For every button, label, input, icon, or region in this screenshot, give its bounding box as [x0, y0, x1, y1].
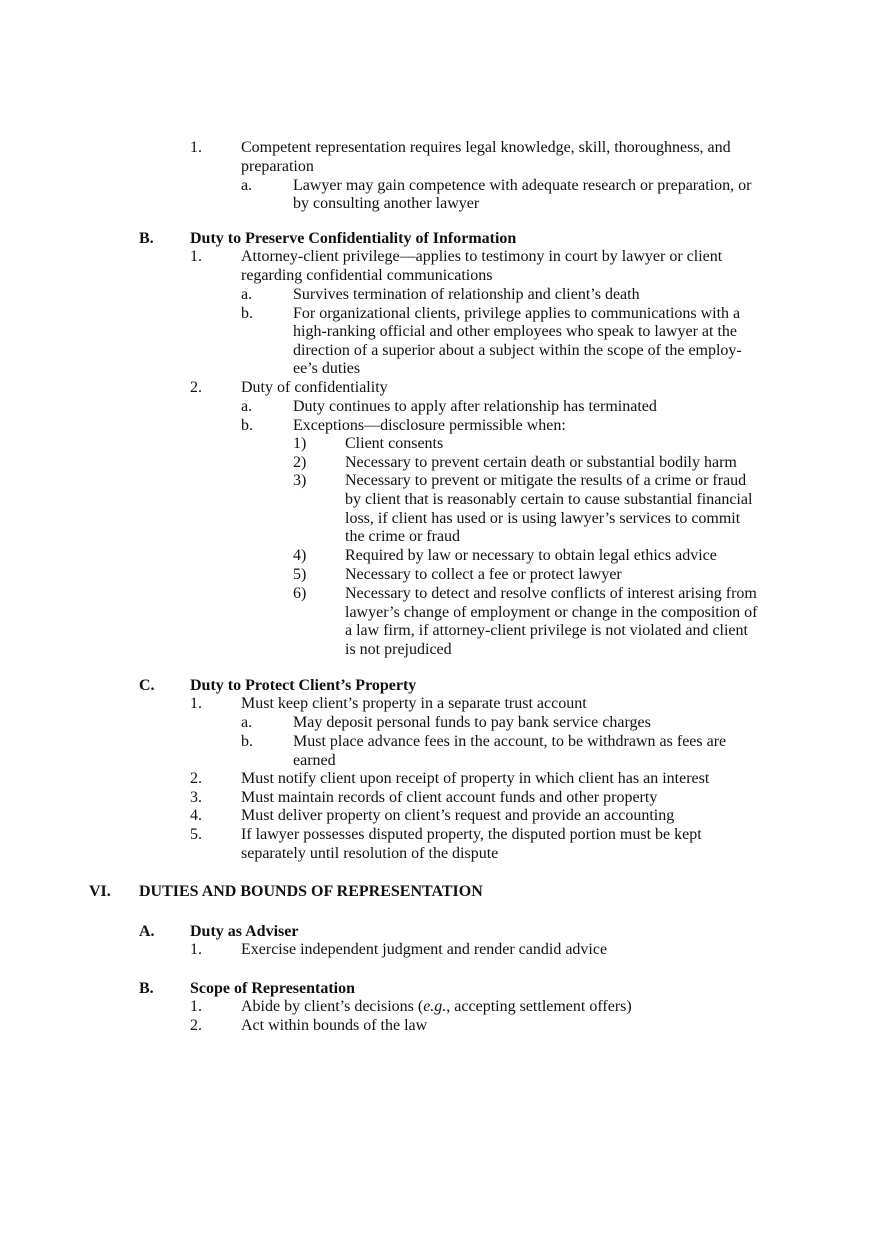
item-text: Must notify client upon receipt of property in which client has an interest	[241, 770, 710, 787]
item-text: Necessary to prevent certain death or substantial bodily harm	[345, 454, 737, 471]
section-title: Duty to Protect Client’s Property	[190, 677, 417, 694]
item-text: Survives termination of relationship and client’s death	[293, 286, 640, 303]
item-text: Must place advance fees in the account, to be withdrawn as fees are	[293, 733, 727, 750]
item-text: Competent representation requires legal knowledge, skill, thoroughness, and	[241, 139, 731, 156]
item-text	[241, 997, 632, 1016]
item-number: 5)	[293, 566, 307, 583]
chapter-numeral: VI.	[89, 883, 111, 900]
item-text: ee’s duties	[293, 360, 361, 377]
item-number: 4.	[190, 807, 202, 824]
item-text: Attorney-client privilege—applies to testimony in court by lawyer or client	[241, 248, 723, 265]
item-text: Exceptions—disclosure permissible when:	[293, 417, 566, 434]
item-text: Must deliver property on client’s request and provide an accounting	[241, 807, 675, 824]
item-text: the crime or fraud	[345, 528, 461, 545]
item-number: 1.	[190, 695, 202, 712]
item-number: b.	[241, 417, 253, 434]
section-letter: C.	[139, 677, 155, 694]
item-number: 2.	[190, 379, 202, 396]
item-text-emphasis: e.g.	[423, 998, 447, 1015]
item-number: 4)	[293, 547, 307, 564]
item-text: preparation	[241, 158, 314, 175]
item-number: 1)	[293, 435, 307, 452]
section-title: Scope of Representation	[190, 980, 356, 997]
item-text: high-ranking official and other employees who speak to lawyer at the	[293, 323, 738, 340]
item-number: 1.	[190, 248, 202, 265]
item-text: Required by law or necessary to obtain legal ethics advice	[345, 547, 717, 564]
item-text: Client consents	[345, 435, 444, 452]
item-text: lawyer’s change of employment or change in the composition of	[345, 604, 758, 621]
item-text: by client that is reasonably certain to cause substantial financial	[345, 491, 753, 508]
section-letter: A.	[139, 923, 155, 940]
item-text: Lawyer may gain competence with adequate research or preparation, or	[293, 177, 752, 194]
item-number: a.	[241, 177, 253, 194]
item-text-pre: Abide by client’s decisions (	[241, 998, 424, 1015]
item-number: a.	[241, 714, 253, 731]
item-text: earned	[293, 752, 336, 769]
item-text: Must keep client’s property in a separate trust account	[241, 695, 587, 712]
item-text-post: , accepting settlement offers)	[446, 998, 632, 1015]
item-number: 2.	[190, 770, 202, 787]
item-number: 3)	[293, 472, 307, 489]
item-number: 2.	[190, 1017, 202, 1034]
item-number: 1.	[190, 941, 202, 958]
item-number: 5.	[190, 826, 202, 843]
section-letter: B.	[139, 230, 154, 247]
item-text: Necessary to prevent or mitigate the results of a crime or fraud	[345, 472, 747, 489]
chapter-title: DUTIES AND BOUNDS OF REPRESENTATION	[139, 883, 483, 900]
item-text: by consulting another lawyer	[293, 195, 480, 212]
item-text: Must maintain records of client account funds and other property	[241, 789, 658, 806]
item-text: Act within bounds of the law	[241, 1017, 428, 1034]
item-text: separately until resolution of the dispute	[241, 845, 499, 862]
item-text: Necessary to collect a fee or protect lawyer	[345, 566, 622, 583]
item-number: a.	[241, 398, 253, 415]
item-text: direction of a superior about a subject within the scope of the employ-	[293, 342, 742, 359]
item-text: is not prejudiced	[345, 641, 452, 658]
item-number: b.	[241, 305, 253, 322]
item-number: b.	[241, 733, 253, 750]
item-number: 1.	[190, 998, 202, 1015]
section-letter: B.	[139, 980, 154, 997]
item-number: 3.	[190, 789, 202, 806]
item-text: Duty of confidentiality	[241, 379, 388, 396]
item-number: 6)	[293, 585, 307, 602]
item-text: a law firm, if attorney-client privilege is not violated and client	[345, 622, 748, 639]
item-text: Necessary to detect and resolve conflicts of interest arising from	[345, 585, 757, 602]
item-text: loss, if client has used or is using lawyer’s services to commit	[345, 510, 741, 527]
item-number: 1.	[190, 139, 202, 156]
section-title: Duty as Adviser	[190, 923, 299, 940]
item-text: For organizational clients, privilege applies to communications with a	[293, 305, 741, 322]
item-text: regarding confidential communications	[241, 267, 493, 284]
section-title: Duty to Preserve Confidentiality of Information	[190, 230, 517, 247]
item-text: Exercise independent judgment and render candid advice	[241, 941, 608, 958]
item-text: May deposit personal funds to pay bank service charges	[293, 714, 651, 731]
item-number: a.	[241, 286, 253, 303]
item-number: 2)	[293, 454, 307, 471]
item-text: If lawyer possesses disputed property, the disputed portion must be kept	[241, 826, 702, 843]
item-text: Duty continues to apply after relationship has terminated	[293, 398, 657, 415]
